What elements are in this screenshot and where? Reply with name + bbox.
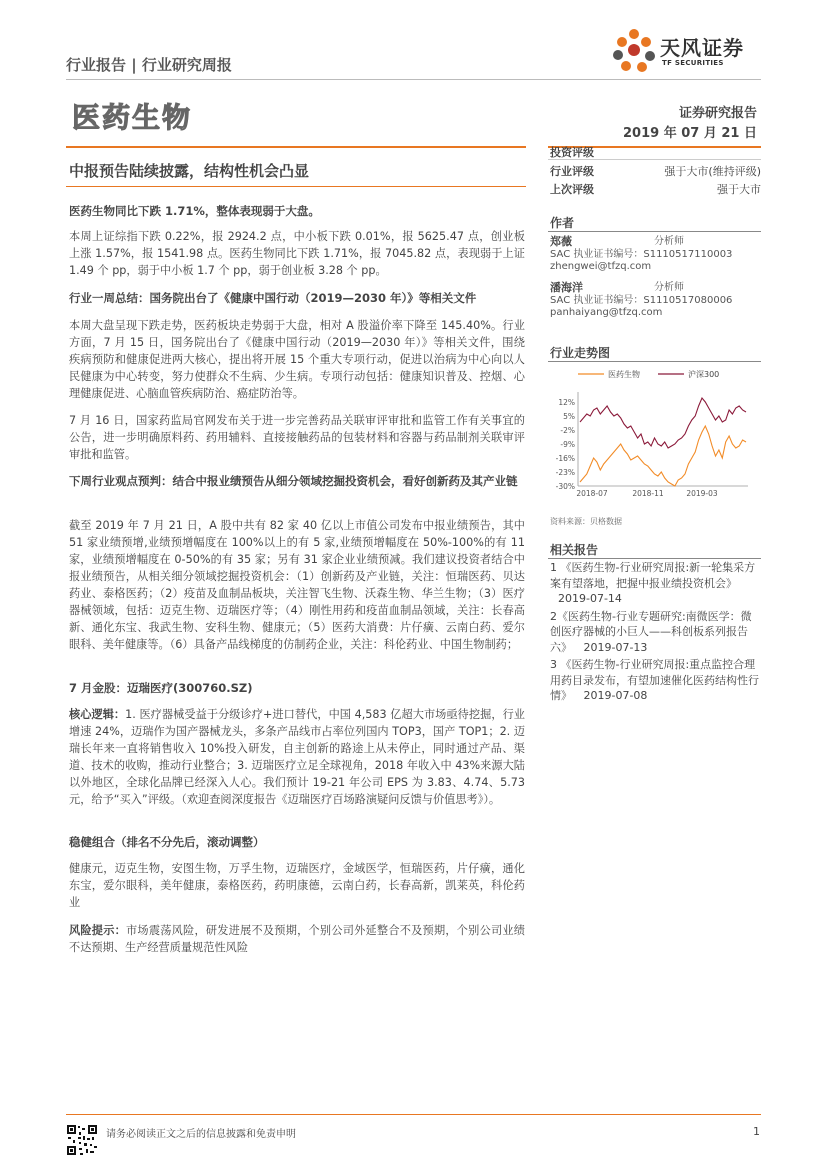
top-divider [66, 79, 761, 80]
chart-y-tick-label: 5% [563, 412, 575, 421]
section-title: 医药生物同比下跌 1.71%，整体表现弱于大盘。 [69, 204, 320, 218]
section-title: 下周行业观点预判：结合中报业绩预告从细分领域挖掘投资机会，看好创新药及其产业链 [69, 474, 518, 488]
related-divider [548, 558, 761, 559]
author-email[interactable]: zhengwei@tfzq.com [550, 261, 652, 272]
qr-code-icon [66, 1124, 98, 1156]
related-report-title: 3 《医药生物-行业研究周报:重点监控合理用药目录发布，有望加速催化医药结构性行情》 [550, 658, 759, 702]
chart-legend-label: 沪深300 [688, 370, 720, 379]
related-report-title: 1 《医药生物-行业研究周报:新一轮集采方案有望落地，把握中报业绩投资机会》 [550, 561, 756, 590]
rating-row-previous [550, 181, 761, 197]
section-title: 稳健组合（排名不分先后，滚动调整） [69, 835, 265, 849]
rating-section-title: 投资评级 [550, 146, 594, 159]
related-report-date: 2019-07-13 [583, 640, 648, 654]
inline-text: 1. 医疗器械受益于分级诊疗+进口替代，中国 4,583 亿超大市场亟待挖掘，行业增速 24%，迈瑞作为国产器械龙头，多条产品线市占率位列国内 TOP3，国产 TOP1；2. 迈瑞长年来一直将销售收入 10%投入研发，自主创新的路途上从未停止，同时通过产品、渠道、技术的收购，推动行业整合；3. 迈瑞医疗立足全球视角，2018 年收入中 43%来源大陆以外地区，全球化品牌已经深入人心。我们预计 19-21 年公司 EPS 为 3.83、4.74、5.73 元，给予“买入”评级。（欢迎查阅深度报告《迈瑞医疗百场路演疑问反馈与价值思考》）。 [69, 708, 525, 806]
chart-y-tick-label: -2% [560, 426, 575, 435]
author-sac: SAC 执业证书编号：S1110517080006 [550, 295, 733, 306]
inline-label: 核心逻辑： [69, 708, 126, 721]
section-title: 7 月金股：迈瑞医疗(300760.SZ) [69, 681, 253, 695]
related-report-item[interactable] [550, 560, 762, 607]
related-reports-list [550, 560, 762, 706]
author-entry [550, 236, 763, 273]
author-sac: SAC 执业证书编号：S1110517110003 [550, 249, 733, 260]
logo-mark-icon [610, 28, 658, 74]
section-paragraph: 截至 2019 年 7 月 21 日，A 股中共有 82 家 40 亿以上市值公司发布中报业绩预告，其中 51 家业绩预增,业绩预增幅度在 100%以上的有 5 家,业绩预增幅度在 50%-100%的有 11 家，业绩预增幅度在 0-50%的有 35 家；另有 31 家企业业绩预减。我们建议投资者结合中报业绩预告，从相关细分领域挖掘投资机会：（1）创新药及产业链，关注：恒瑞医药、贝达药业、泰格医药；（2）疫苗及血制品板块，关注智飞生物、沃森生物、华兰生物；（3）医疗器械领域，包括：迈克生物、迈瑞医疗等；（4）刚性用药和疫苗血制品领域，关注：长春高新、通化东宝、我武生物、安科生物、健康元；（5）医药大消费：片仔癀、云南白药、爱尔眼科、美年健康等。（6）具备产品线梯度的仿制药企业，关注：科伦药业、中国生物制药； [69, 519, 525, 651]
related-report-date: 2019-07-14 [558, 592, 622, 605]
section-title: 行业一周总结：国务院出台了《健康中国行动（2019—2030 年）》等相关文件 [69, 291, 477, 305]
related-report-item[interactable] [550, 609, 762, 656]
section-paragraph [69, 922, 525, 956]
rating-value: 强于大市 [717, 183, 761, 196]
disclaimer-note: 请务必阅读正文之后的信息披露和免责申明 [106, 1129, 296, 1140]
rating-divider [548, 159, 761, 160]
related-report-item[interactable] [550, 657, 762, 704]
section-paragraph: 健康元，迈克生物，安图生物，万孚生物，迈瑞医疗，金域医学，恒瑞医药，片仔癀，通化东宝，爱尔眼科，美年健康，泰格医药，药明康德，云南白药，长春高新，凯莱英，科伦药业 [69, 862, 525, 909]
inline-text: 市场震荡风险，研发进展不及预期，个别公司外延整合不及预期，个别公司业绩不达预期、生产经营质量规范性风险 [69, 924, 525, 954]
inline-label: 风险提示： [69, 924, 127, 937]
author-name: 潘海洋 [550, 281, 583, 294]
report-date: 2019 年 07 月 21 日 [623, 126, 757, 141]
trend-chart [548, 362, 761, 512]
chart-series-line [580, 398, 746, 448]
section-paragraph: 7 月 16 日，国家药监局官网发布关于进一步完善药品关联审评审批和监管工作有关事宜的公告，进一步明确原料药、药用辅料、直接接触药品的包装材料和容器与药品制剂关联审评审批和监管。 [69, 414, 525, 461]
chart-x-tick-label: 2018-07 [576, 489, 608, 498]
footer-divider [66, 1114, 761, 1115]
author-role: 分析师 [654, 282, 684, 293]
report-category: 行业报告 | 行业研究周报 [66, 56, 232, 74]
trend-section-title: 行业走势图 [550, 346, 611, 360]
related-report-title: 2《医药生物-行业专题研究:南微医学：微创医疗器械的小巨人——科创板系列报告六》 [550, 609, 752, 654]
author-email[interactable]: panhaiyang@tfzq.com [550, 307, 663, 318]
chart-x-tick-label: 2018-11 [632, 489, 664, 498]
section-paragraph [69, 706, 525, 808]
author-role: 分析师 [654, 236, 684, 247]
rating-value: 强于大市(维持评级) [664, 165, 761, 178]
related-section-title: 相关报告 [550, 543, 599, 557]
rating-row-current [550, 163, 761, 179]
page-number: 1 [753, 1125, 760, 1138]
chart-legend-label: 医药生物 [608, 370, 640, 379]
chart-y-tick-label: -23% [555, 468, 575, 477]
headline-bottom-rule [66, 186, 526, 187]
chart-y-tick-label: -30% [555, 482, 575, 491]
author-name: 郑薇 [550, 235, 572, 248]
chart-y-tick-label: 12% [558, 398, 575, 407]
brand-name: 天风证券 [660, 36, 744, 60]
section-paragraph: 本周大盘呈现下跌走势，医药板块走势弱于大盘，相对 A 股溢价率下降至 145.40%。行业方面，7 月 15 日，国务院出台了《健康中国行动（2019—2030 年）》等相关文件，围绕疾病预防和健康促进两大核心，提出将开展 15 个重大专项行动，促进以治病为中心向以人民健康为中心转变，努力使群众不生病、少生病。专项行动包括：健康知识普及、控烟、心理健康促进、心脑血管疾病防治、癌症防治等。 [69, 319, 525, 400]
headline-top-rule [66, 146, 526, 148]
chart-series-line [580, 426, 746, 486]
chart-y-tick-label: -9% [560, 440, 575, 449]
rating-label: 上次评级 [550, 183, 594, 196]
company-logo [610, 28, 760, 74]
sector-title: 医药生物 [72, 101, 193, 134]
authors-divider [548, 231, 761, 232]
rating-label: 行业评级 [550, 165, 594, 178]
trend-chart-svg [548, 362, 761, 512]
chart-source: 资料来源：贝格数据 [550, 517, 622, 526]
authors-section-title: 作者 [550, 216, 575, 230]
brand-name-en: TF SECURITIES [662, 59, 724, 67]
report-type: 证券研究报告 [678, 106, 757, 121]
author-entry [550, 282, 763, 319]
chart-y-tick-label: -16% [555, 454, 575, 463]
section-paragraph: 本周上证综指下跌 0.22%，报 2924.2 点，中小板下跌 0.01%，报 5625.47 点，创业板上涨 1.57%，报 1541.98 点。医药生物同比下跌 1.71%，报 7045.82 点，表现弱于上证 1.49 个 pp，弱于中小板 1.7 个 pp，弱于创业板 3.28 个 pp。 [69, 230, 525, 277]
related-report-date: 2019-07-08 [583, 689, 648, 702]
chart-x-tick-label: 2019-03 [686, 489, 718, 498]
headline: 中报预告陆续披露，结构性机会凸显 [69, 162, 310, 180]
